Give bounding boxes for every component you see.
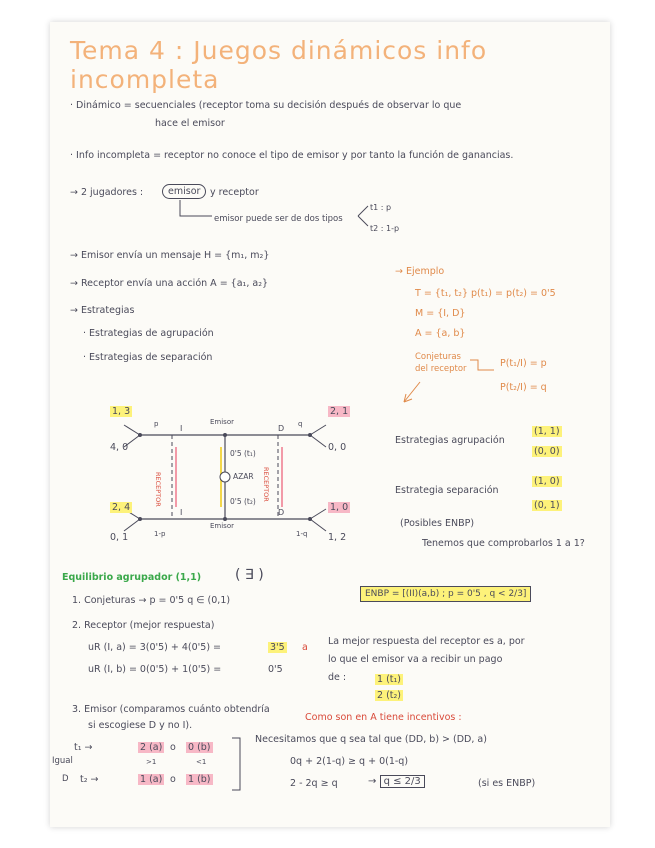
tree-p: p [154,420,159,428]
payoff-bottom-right-2: 1, 2 [328,532,347,543]
emisor-circled: emisor [162,184,206,199]
tree-azar: AZAR [233,472,254,481]
ejemplo-A: A = {a, b} [415,328,466,339]
row2-a: 1 (a) [140,774,163,785]
tipo-t2: t2 : 1-p [370,224,400,233]
jugadores-label: → 2 jugadores : [70,187,144,198]
receptor-label: y receptor [210,187,259,198]
step2-receptor: 2. Receptor (mejor respuesta) [72,620,215,631]
accion-line: → Receptor envía una acción A = {a₁, a₂} [70,278,269,289]
uR-b: uR (I, b) = 0(0'5) + 1(0'5) = [88,664,222,675]
tree-I-bottom: I [180,508,183,517]
ejemplo-receptor: del receptor [415,364,467,374]
tree-prob-bottom: 0'5 (t₂) [230,497,256,506]
step3-emisor-cont: si escogiese D y no I). [88,720,193,731]
best-response-2: lo que el emisor va a recibir un pago [328,654,503,665]
bullet-dinamico: · Dinámico = secuenciales (receptor toma su decisión después de observar lo que [70,100,462,111]
agrupacion-opt1: (1, 1) [534,426,560,437]
mensaje-line: → Emisor envía un mensaje H = {m₁, m₂} [70,250,270,261]
step1-conjeturas: 1. Conjeturas → p = 0'5 q ∈ (0,1) [72,595,231,606]
payoff-top-right-2: 0, 0 [328,442,347,453]
uR-b-value: 0'5 [268,664,283,675]
bracket [228,736,248,794]
eq-line-1: 0q + 2(1-q) ≥ q + 0(1-q) [290,756,409,767]
tipo-t1: t1 : p [370,203,392,212]
t2-arrow: t₂ → [80,774,99,785]
tree-1-p: 1-p [154,530,166,538]
tree-receptor-left: RECEPTOR [154,472,162,507]
posibles-enbp: (Posibles ENBP) [400,518,475,529]
payoff-top-left-2: 4, 0 [110,442,129,453]
emisor-tipos: emisor puede ser de dos tipos [214,214,343,224]
tree-D-bottom: D [278,508,285,517]
equilibrio-head: Equilibrio agrupador (1,1) [62,572,202,583]
D-label: D [62,774,69,784]
ejemplo-M: M = {I, D} [415,308,466,319]
eq-result: q ≤ 2/3 [380,775,425,788]
row1-op: o [170,742,176,753]
ineq-lt1: <1 [196,758,207,766]
tree-prob-top: 0'5 (t₁) [230,449,256,458]
estrategias-separacion: · Estrategias de separación [83,352,213,363]
ejemplo-conjeturas: Conjeturas [415,352,461,362]
ejemplo-T: T = {t₁, t₂} p(t₁) = p(t₂) = 0'5 [415,288,556,299]
pago-t1: 1 (t₁) [377,674,402,685]
igual-label: Igual [52,756,73,766]
payoff-bottom-left-1: 2, 4 [112,502,131,513]
agrupacion-opt2: (0, 0) [534,446,560,457]
estrategias-head: → Estrategias [70,305,135,316]
uR-a-value: 3'5 [270,642,285,653]
tree-I-top: I [180,424,183,433]
ejemplo-p1: P(t₁/I) = p [500,358,547,369]
tree-q: q [298,420,303,428]
eq-line-2: 2 - 2q ≥ q [290,778,338,789]
payoff-bottom-right-1: 1, 0 [330,502,349,513]
t1-arrow: t₁ → [74,742,93,753]
separacion-opt1: (1, 0) [534,476,560,487]
bullet-info: · Info incompleta = receptor no conoce el tipo de emisor y por tanto la función de ganancias. [70,150,514,161]
enbp-result: ENBP = [(II)(a,b) ; p = 0'5 , q < 2/3] [360,586,531,602]
step3-emisor: 3. Emisor (comparamos cuánto obtendría [72,704,270,715]
best-response-1: La mejor respuesta del receptor es a, por [328,636,525,647]
agrupacion-label: Estrategias agrupación [395,435,505,446]
bullet-dinamico-cont: hace el emisor [155,118,225,129]
row1-b: 0 (b) [188,742,211,753]
best-response-de: de : [328,672,347,683]
jugadores-arrows [176,198,376,234]
equilibrio-exists: ( ∃ ) [235,567,264,583]
uR-a: uR (I, a) = 3(0'5) + 4(0'5) = [88,642,222,653]
notebook-page: Tema 4 : Juegos dinámicos info incompleta · Dinámico = secuenciales (receptor toma su decisión después de observar lo que hace el emisor · Info incompleta = receptor no conoce el tipo de emisor y por tanto la función de ganancias. → 2 jugadores : emisor y receptor emisor puede ser de dos tipos t1 : p t2 : 1-p → Emisor envía un mensaje H = {m₁, m₂} → Receptor envía una acción A = {a₁, a₂} → Estrategias · Estrategias de agrupación · Estrategias de separación → Ejemplo T = {t₁, t₂} p(t₁) = p(t₂) = 0'5 M = {I, D} A = {a, b} Conjeturas del receptor P(t₁/I) = p P(t₂/I) = q 1, 3 4, 0 2, 1 0, 0 2, 4 0, 1 1, 0 1, 2 Emisor Emisor AZAR 0'5 (t₁) 0'5 (t₂) I D I D p q 1-p 1-q RECEPTOR RECEPTOR Estrategias agrupación (1, 1) (0, 0) Estrategia separación (1, 0) (0, 1) (Posibles ENBP) Tenemos que comprobarlos 1 a 1? Equilibrio agrupador (1,1) ( ∃ ) 1. Conjeturas → p = 0'5 q ∈ (0,1) ENBP = [(II)(a,b) ; p = 0'5 , q < 2/3] 2. Receptor (mejor respuesta) uR (I, a) = 3(0'5) + 4(0'5) = 3'5 a uR (I, b) = 0(0'5) + 1(0'5) = 0'5 La mejor respuesta del receptor es a, por lo que el emisor va a recibir un pago de : 1 (t₁) 2 (t₂) 3. Emisor (comparamos cuánto obtendría si escogiese D y no I). Como son en A tiene incentivos : Igual D t₁ → t₂ → 2 (a) o 0 (b) >1 <1 1 (a) o 1 (b) Necesitamos que q sea tal que (DD, b) > (DD, a) 0q + 2(1-q) ≥ q + 0(1-q) 2 - 2q ≥ q → q ≤ 2/3 (si es ENBP) [50,22,610,827]
payoff-bottom-left-2: 0, 1 [110,532,129,543]
payoff-top-left-1: 1, 3 [112,406,131,417]
separacion-opt2: (0, 1) [534,500,560,511]
tree-receptor-right: RECEPTOR [262,467,270,502]
incentivos-note: Como son en A tiene incentivos : [305,712,462,723]
estrategias-agrupacion: · Estrategias de agrupación [83,328,214,339]
row1-a: 2 (a) [140,742,163,753]
payoff-top-right-1: 2, 1 [330,406,349,417]
ejemplo-p2: P(t₂/I) = q [500,382,547,393]
page-title: Tema 4 : Juegos dinámicos info incompleta [70,36,488,94]
uR-a-result: a [302,642,308,653]
tree-emisor-bottom: Emisor [210,522,234,530]
row2-b: 1 (b) [188,774,211,785]
ejemplo-head: → Ejemplo [395,266,445,277]
separacion-label: Estrategia separación [395,485,499,496]
tree-1-q: 1-q [296,530,308,538]
row2-op: o [170,774,176,785]
necesitamos: Necesitamos que q sea tal que (DD, b) > (DD, a) [255,734,487,745]
tenemos-comprobar: Tenemos que comprobarlos 1 a 1? [422,538,585,549]
tree-D-top: D [278,424,285,433]
ejemplo-arrows [390,352,510,412]
si-es-enbp: (si es ENBP) [478,778,536,789]
pago-t2: 2 (t₂) [377,690,402,701]
tree-emisor-top: Emisor [210,418,234,426]
ineq-gt1: >1 [146,758,157,766]
